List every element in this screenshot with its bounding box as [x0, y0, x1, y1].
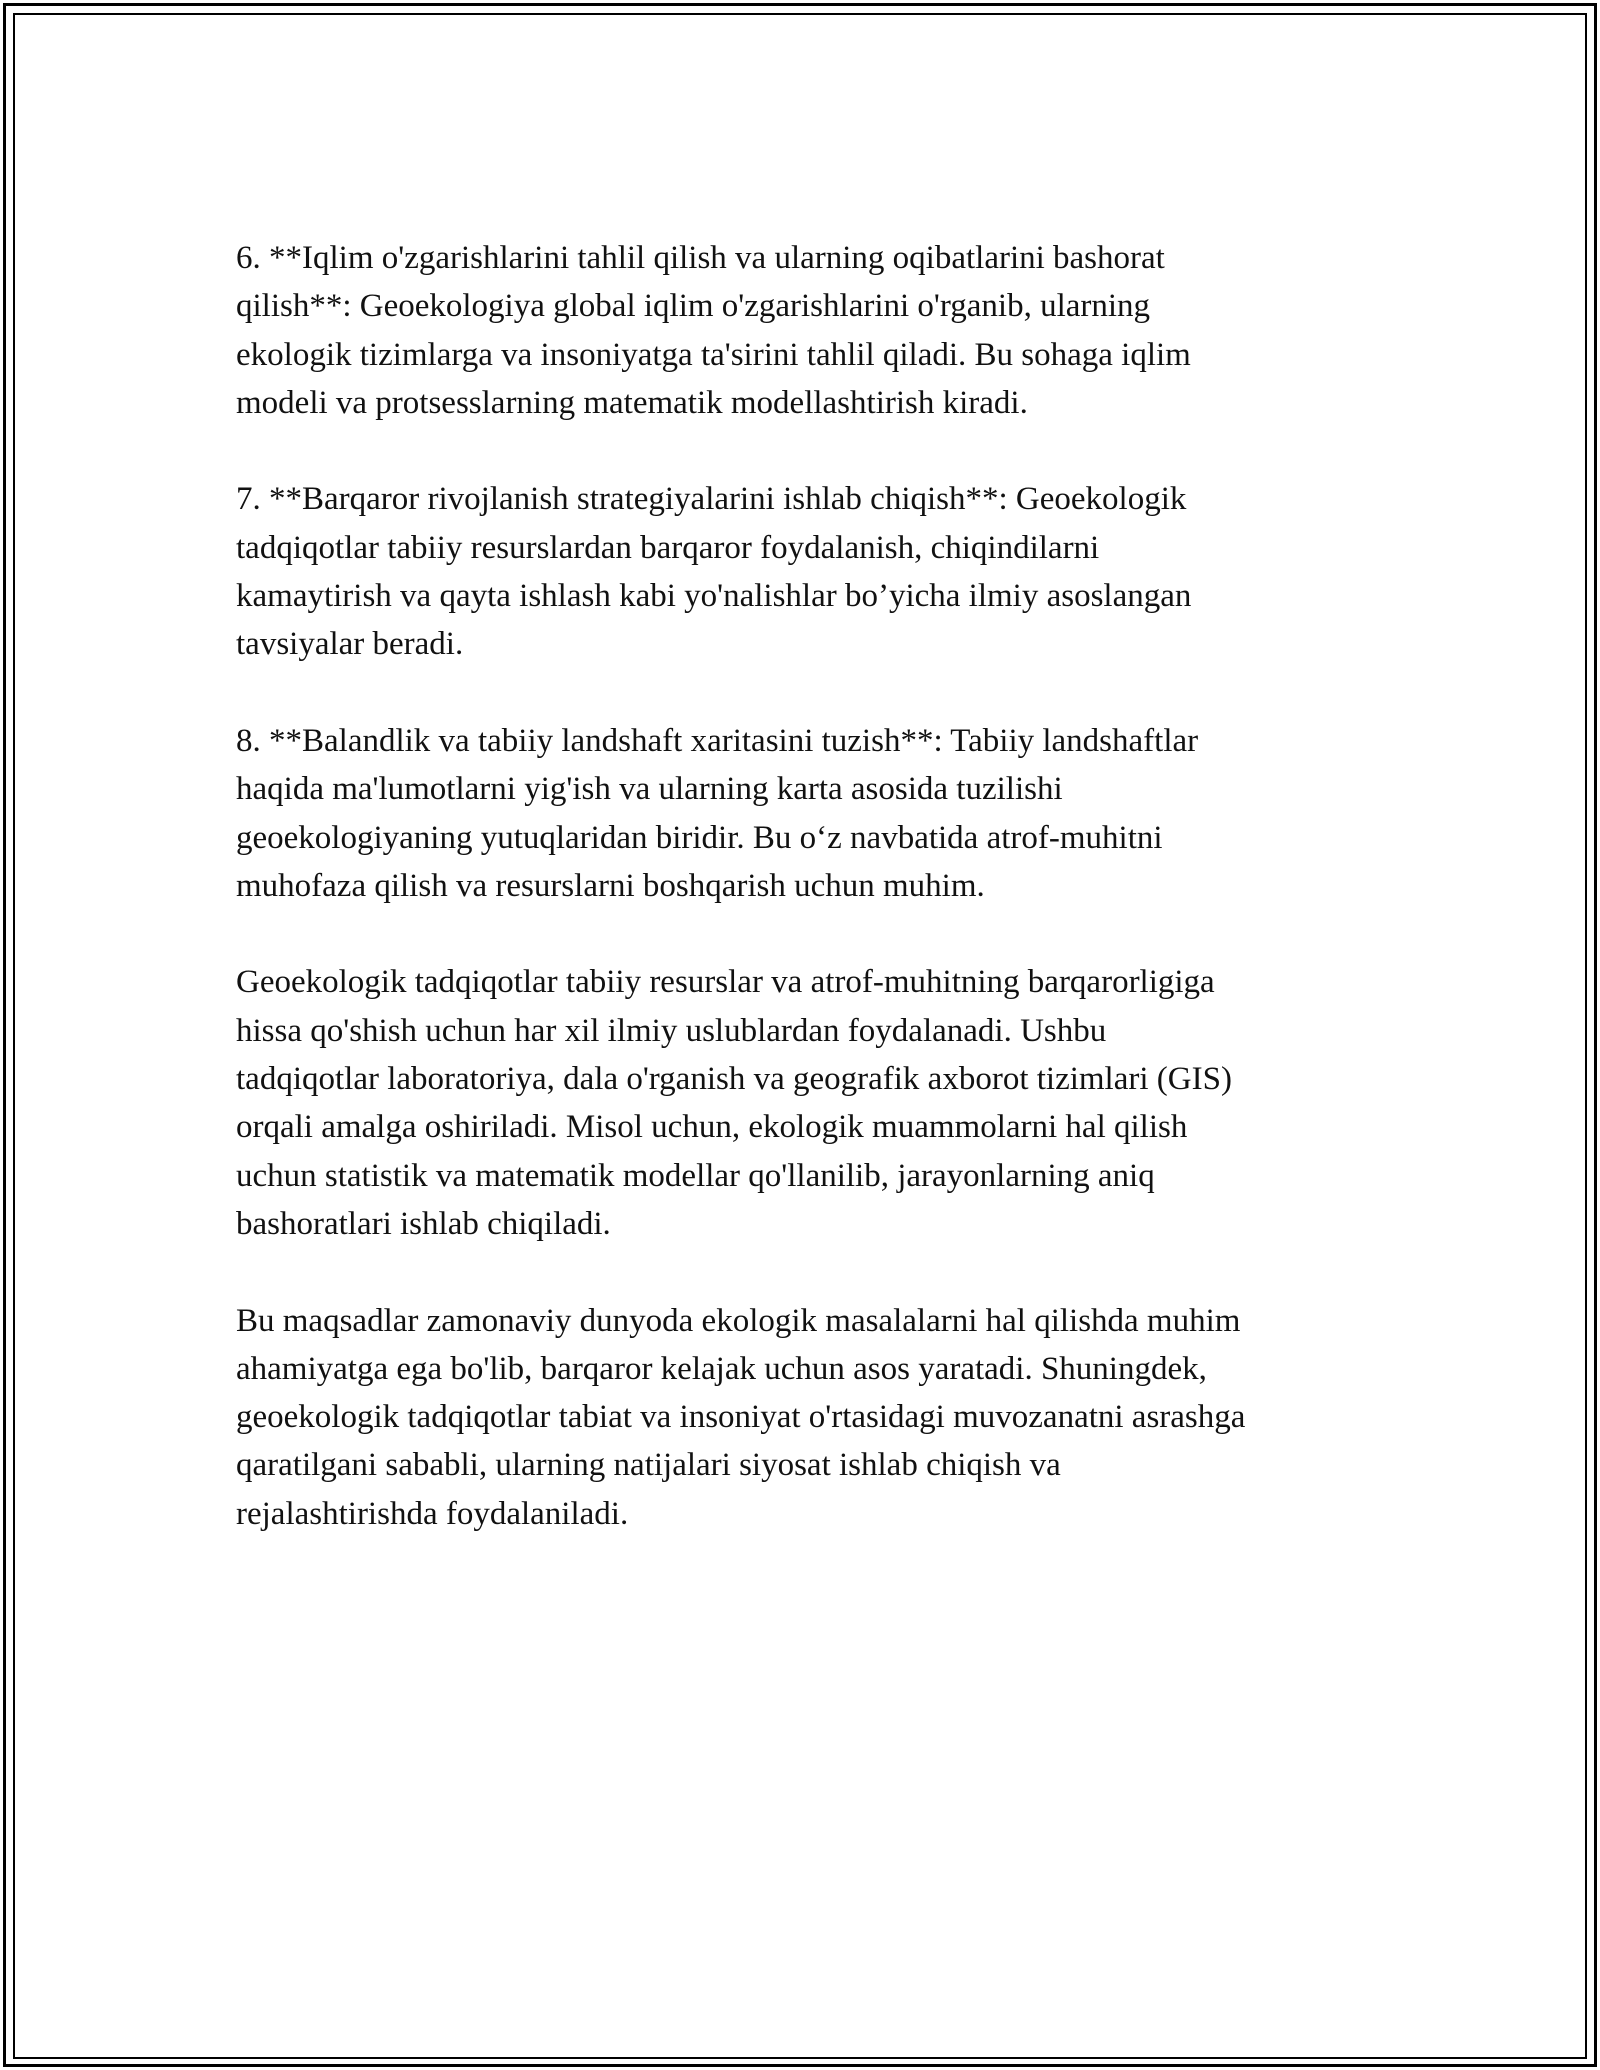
paragraph-item-6: 6. **Iqlim o'zgarishlarini tahlil qilish va ularning oqibatlarini bashorat qilish**: Geoekologiya global iqlim o'zgarishlarini o'rganib, ularning ekologik tizimlarga va insoniyatga ta'sirini tahlil qiladi. Bu sohaga iqlim modeli va protsesslarning matematik modellashtirish kiradi. — [236, 240, 1191, 421]
paragraph-item-7: 7. **Barqaror rivojlanish strategiyalarini ishlab chiqish**: Geoekologik tadqiqotlar tabiiy resurslardan barqaror foydalanish, chiqindilarni kamaytirish va qayta ishlash kabi yo'nalishlar bo’yicha ilmiy asoslangan tavsiyalar beradi. — [236, 481, 1192, 663]
paragraph-item-8: 8. **Balandlik va tabiiy landshaft xaritasini tuzish**: Tabiiy landshaftlar haqida ma'lumotlarni yig'ish va ularning karta asosida tuzilishi geoekologiyaning yutuqlaridan biridir. Bu o‘z navbatida atrof-muhitni muhofaza qilish va resurslarni boshqarish uchun muhim. — [236, 722, 1199, 904]
paragraph-research-methods: Geoekologik tadqiqotlar tabiiy resurslar va atrof-muhitning barqarorligiga hissa qo'shish uchun har xil ilmiy uslublardan foydalanadi. Ushbu tadqiqotlar laboratoriya, dala o'rganish va geografik axborot tizimlari (GIS) orqali amalga oshiriladi. Misol uchun, ekologik muammolarni hal qilish uchun statistik va matematik modellar qo'llanilib, jarayonlarning aniq bashoratlari ishlab chiqiladi. — [236, 964, 1232, 1242]
paragraph-conclusion: Bu maqsadlar zamonaviy dunyoda ekologik masalalarni hal qilishda muhim ahamiyatga ega bo'lib, barqaror kelajak uchun asos yaratadi. Shuningdek, geoekologik tadqiqotlar tabiat va insoniyat o'rtasidagi muvozanatni asrashga qaratilgani sababli, ularning natijalari siyosat ishlab chiqish va rejalashtirishda foydalaniladi. — [236, 1302, 1246, 1532]
document-body — [236, 234, 1376, 1586]
